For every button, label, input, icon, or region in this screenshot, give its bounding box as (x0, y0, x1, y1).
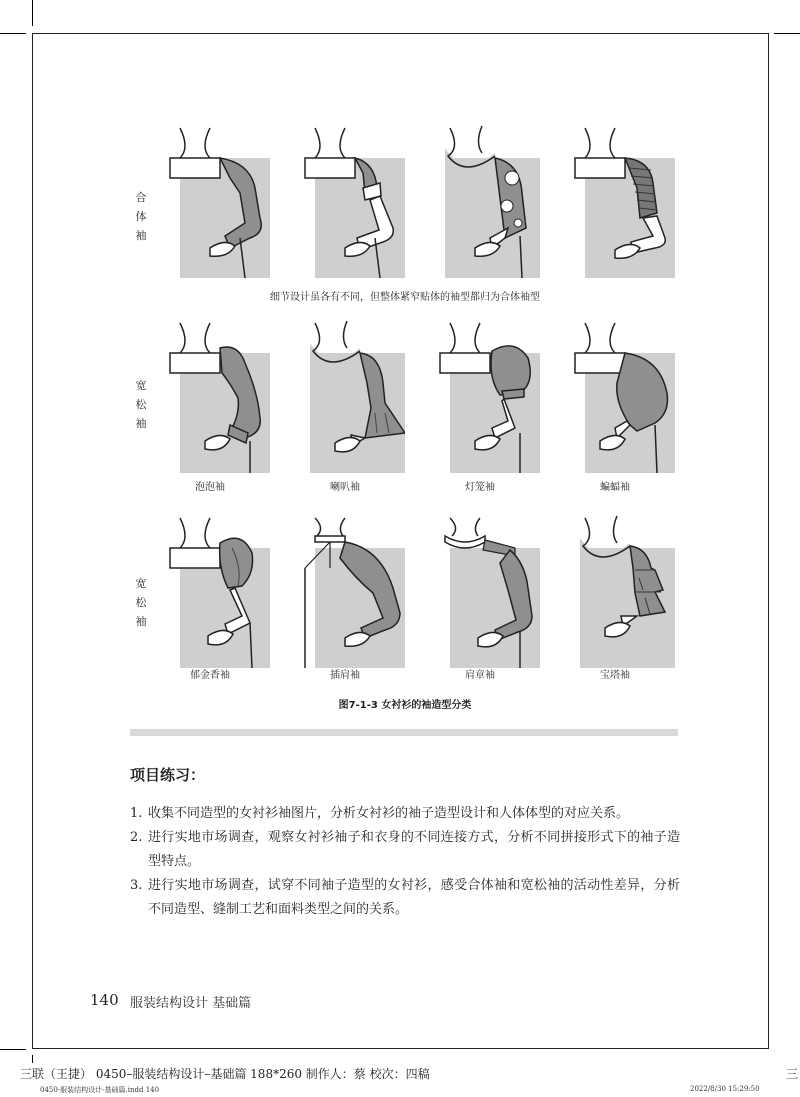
row-label-loose-2 (134, 574, 148, 631)
caption-tulip-sleeve: 郁金香袖 (190, 670, 230, 681)
indd-file-info: 0450-服装结构设计-基础篇.indd 140 (40, 1086, 160, 1094)
exercise-number: 2. (130, 830, 143, 845)
fitted-row-note: 细节设计虽各有不同，但整体紧窄贴体的袖型都归为合体袖型 (270, 292, 540, 303)
caption-raglan-sleeve: 插肩袖 (330, 670, 360, 681)
exercise-list (130, 802, 680, 922)
tulip-sleeve-illustration (150, 508, 270, 668)
running-footer-title: 服装结构设计 基础篇 (130, 996, 252, 1011)
tiered-sleeve-illustration (555, 508, 675, 668)
sleeve-figure (130, 108, 680, 708)
row-label-text: 宽 松 袖 (135, 577, 147, 628)
crop-mark (0, 33, 26, 34)
print-slug: 三联（王捷） 0450–服装结构设计–基础篇 188*260 制作人：蔡 校次：四稿 (20, 1067, 430, 1081)
exercise-item (130, 874, 680, 922)
caption-saddle-sleeve: 肩章袖 (465, 670, 495, 681)
lantern-sleeve-illustration (420, 313, 540, 473)
batwing-sleeve-illustration (555, 313, 675, 473)
caption-trumpet-sleeve: 喇叭袖 (330, 482, 360, 493)
page-number: 140 (90, 991, 119, 1009)
exercise-number: 3. (130, 878, 143, 893)
fitted-plain-illustration (150, 118, 270, 278)
indd-file-date: 2022/8/30 15:29:50 (690, 1085, 760, 1093)
exercise-number: 1. (130, 806, 143, 821)
exercise-item (130, 826, 680, 874)
print-slug-right: 三 (786, 1067, 799, 1081)
exercise-text: 进行实地市场调查，试穿不同袖子造型的女衬衫，感受合体袖和宽松袖的活动性差异，分析不同造型、缝制工艺和面料类型之间的关系。 (148, 878, 680, 917)
fitted-polka-illustration (420, 118, 540, 278)
fitted-short-band-illustration (285, 118, 405, 278)
crop-mark (0, 1049, 26, 1050)
caption-lantern-sleeve: 灯笼袖 (465, 482, 495, 493)
saddle-sleeve-illustration (420, 508, 540, 668)
crop-mark (32, 0, 33, 26)
crop-mark (32, 1055, 33, 1063)
fitted-ruched-illustration (555, 118, 675, 278)
trumpet-sleeve-illustration (285, 313, 405, 473)
caption-puff-sleeve: 泡泡袖 (195, 482, 225, 493)
caption-tiered-sleeve: 宝塔袖 (600, 670, 630, 681)
figure-title: 图7-1-3 女衬衫的袖造型分类 (338, 700, 472, 711)
section-divider-bar (130, 729, 678, 736)
row-label-text: 宽 松 袖 (135, 379, 147, 430)
puff-sleeve-illustration (150, 313, 270, 473)
raglan-sleeve-illustration (285, 508, 405, 668)
exercise-text: 收集不同造型的女衬衫袖图片，分析女衬衫的袖子造型设计和人体体型的对应关系。 (148, 806, 630, 821)
caption-batwing-sleeve: 蝙蝠袖 (600, 482, 630, 493)
exercise-title: 项目练习： (130, 766, 206, 784)
row-label-loose-1 (134, 376, 148, 433)
exercise-item (130, 802, 680, 826)
row-label-fitted (134, 188, 148, 245)
exercise-text: 进行实地市场调查，观察女衬衫袖子和衣身的不同连接方式，分析不同拼接形式下的袖子造型特点。 (148, 830, 680, 869)
page-edge-rule (768, 33, 769, 1049)
row-label-text: 合 体 袖 (135, 191, 147, 242)
crop-mark (774, 33, 800, 34)
